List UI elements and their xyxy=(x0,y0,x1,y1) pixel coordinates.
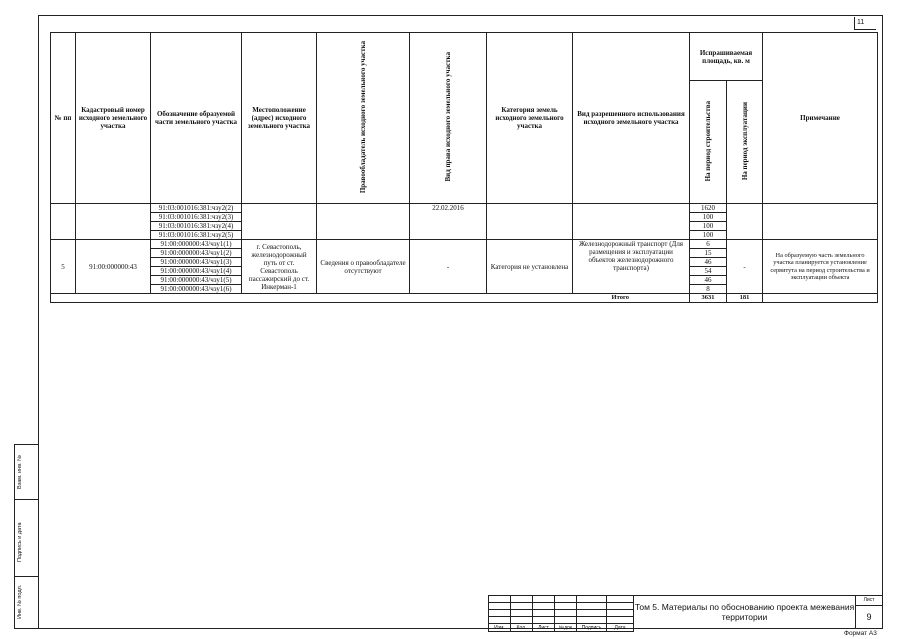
cell-area-construction: 8 xyxy=(690,285,727,294)
cell-location: г. Севастополь, железнодорожный путь от ст. Севастополь пассажирский до ст. Инкерман-1 xyxy=(242,240,317,294)
cell-designation: 91:03:001016:381:чзу2(2) xyxy=(151,204,242,213)
cell-note: На образуемую часть земельного участка планируется установление сервитута на период строительства и эксплуатации объекта xyxy=(763,240,878,294)
cell-use-g1 xyxy=(573,204,690,240)
cell-location-g1 xyxy=(242,204,317,240)
cell-category-g1 xyxy=(487,204,573,240)
header-num: № пп xyxy=(51,33,76,204)
cell-area-operation-g1 xyxy=(727,204,763,240)
cell-cadastral-g1 xyxy=(76,204,151,240)
header-category: Категория земель исходного земельного участка xyxy=(487,33,573,204)
col-list: Лист xyxy=(533,624,555,632)
cell-num: 5 xyxy=(51,240,76,294)
cell-permitted-use: Железнодорожный транспорт (Для размещения и эксплуатации объектов железнодорожного транспорта) xyxy=(573,240,690,294)
cell-designation: 91:00:000000:43/чзу1(6) xyxy=(151,285,242,294)
cell-designation: 91:00:000000:43/чзу1(2) xyxy=(151,249,242,258)
header-permitted-use: Вид разрешенного использования исходного земельного участка xyxy=(573,33,690,204)
title-block xyxy=(488,595,884,630)
cell-area-construction: 46 xyxy=(690,276,727,285)
cell-num-g1 xyxy=(51,204,76,240)
cell-designation: 91:00:000000:43/чзу1(4) xyxy=(151,267,242,276)
cell-area-construction: 15 xyxy=(690,249,727,258)
header-area-group: Испрашиваемая площадь, кв. м xyxy=(690,33,763,81)
cell-right-date: 22.02.2016 xyxy=(410,204,487,240)
document-title: Том 5. Материалы по обоснованию проекта межевания территории xyxy=(633,595,856,629)
header-cadastral: Кадастровый номер исходного земельного участка xyxy=(76,33,151,204)
cell-designation: 91:03:001016:381:чзу2(3) xyxy=(151,213,242,222)
table-row xyxy=(51,240,878,249)
stamp-inv-podl xyxy=(14,576,39,629)
totals-note xyxy=(763,294,878,303)
cell-category: Категория не установлена xyxy=(487,240,573,294)
header-area-operation: На период эксплуатации xyxy=(727,81,763,204)
cell-designation: 91:00:000000:43/чзу1(1) xyxy=(151,240,242,249)
cell-designation: 91:03:001016:381:чзу2(5) xyxy=(151,231,242,240)
revision-grid xyxy=(488,595,634,632)
cell-right-type: - xyxy=(410,240,487,294)
totals-row xyxy=(51,294,878,303)
sheet-label: Лист xyxy=(856,596,882,606)
header-location: Местоположение (адрес) исходного земельного участка xyxy=(242,33,317,204)
cell-area-construction: 1620 xyxy=(690,204,727,213)
top-sheet-number: 11 xyxy=(857,19,865,26)
cell-cadastral: 91:00:000000:43 xyxy=(76,240,151,294)
cell-note-g1 xyxy=(763,204,878,240)
col-izm: Изм. xyxy=(489,624,511,632)
cell-designation: 91:00:000000:43/чзу1(5) xyxy=(151,276,242,285)
cell-area-construction: 6 xyxy=(690,240,727,249)
cell-designation: 91:00:000000:43/чзу1(3) xyxy=(151,258,242,267)
totals-operation: 181 xyxy=(727,294,763,303)
stamp-inv-vzam xyxy=(14,444,39,500)
stamp-inv-podl-label: Инв. № подл. xyxy=(17,584,23,619)
stamp-sign-date xyxy=(14,499,39,577)
cell-owner-g1 xyxy=(317,204,410,240)
cell-area-construction: 54 xyxy=(690,267,727,276)
header-note: Примечание xyxy=(763,33,878,204)
cell-area-construction: 100 xyxy=(690,231,727,240)
land-plots-table xyxy=(50,32,878,303)
stamp-sign-date-label: Подпись и дата xyxy=(17,522,23,562)
totals-label: Итого xyxy=(51,294,690,303)
col-ndok: №док xyxy=(555,624,577,632)
cell-area-construction: 100 xyxy=(690,222,727,231)
col-data: Дата xyxy=(607,624,634,632)
header-area-construction: На период строительства xyxy=(690,81,727,204)
stamp-inv-vzam-label: Взам. инв. № xyxy=(17,454,23,489)
cell-area-operation: - xyxy=(727,240,763,294)
sheet-number: 9 xyxy=(866,612,872,622)
sheet-number-box xyxy=(855,595,883,629)
format-label: Формат А3 xyxy=(844,630,877,637)
col-podpis: Подпись xyxy=(577,624,607,632)
totals-construction: 3631 xyxy=(690,294,727,303)
table-row xyxy=(51,204,878,213)
header-owner: Правообладатель исходного земельного участка xyxy=(317,33,410,204)
col-kol: Кол. xyxy=(511,624,533,632)
header-designation: Обозначение образуемой части земельного участка xyxy=(151,33,242,204)
cell-area-construction: 100 xyxy=(690,213,727,222)
header-right-type: Вид права исходного земельного участка xyxy=(410,33,487,204)
cell-owner: Сведения о правообладателе отсутствуют xyxy=(317,240,410,294)
cell-designation: 91:03:001016:381:чзу2(4) xyxy=(151,222,242,231)
cell-area-construction: 46 xyxy=(690,258,727,267)
